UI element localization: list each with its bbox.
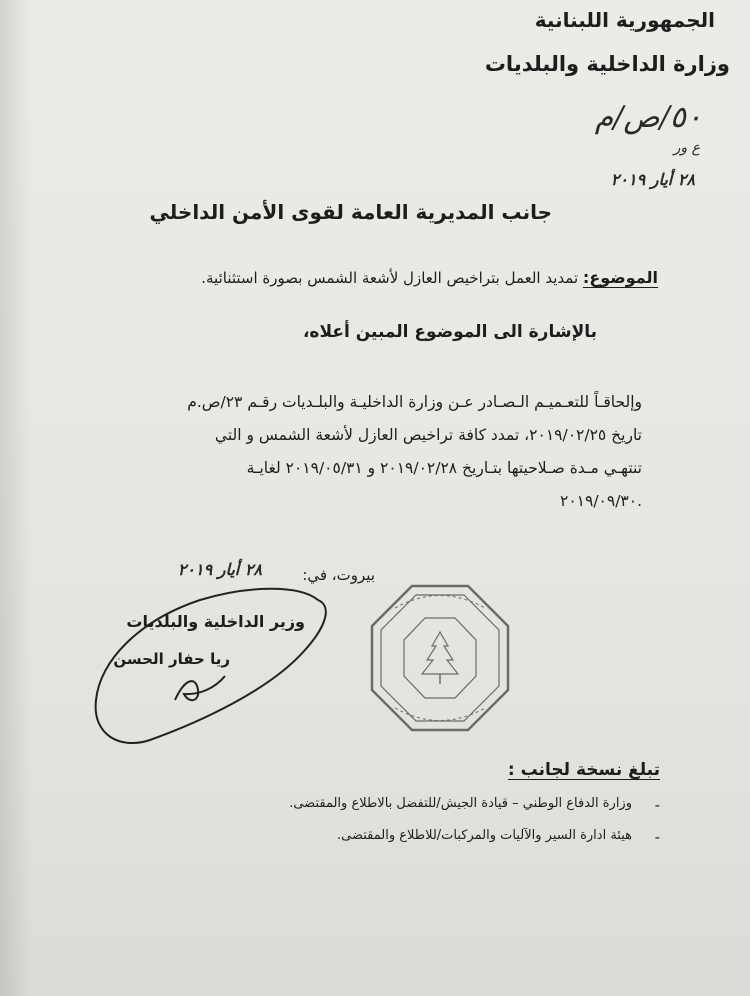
ministry-heading: وزارة الداخلية والبلديات — [484, 52, 730, 76]
cc-item-1: وزارة الدفاع الوطني – قيادة الجيش/للتفضل بالاطلاع والمقتضى. — [289, 796, 632, 811]
republic-heading: الجمهورية اللبنانية — [534, 8, 715, 32]
subject-text: تمديد العمل بتراخيص العازل لأشعة الشمس بصورة استثنائية. — [201, 269, 579, 287]
body-line-3: تنتهـي مـدة صـلاحيتها بتـاريخ ٢٠١٩/٠٢/٢٨ و ٢٠١٩/٠٥/٣١ لغايـة — [246, 459, 642, 477]
handwritten-date-top: ٢٨ أيار ٢٠١٩ — [610, 170, 695, 189]
cc-bullet-2: - — [654, 828, 660, 846]
subject-label: الموضوع: — [582, 268, 658, 287]
cc-bullet-1: - — [654, 796, 660, 814]
body-line-1: وإلحاقـاً للتعـميـم الـصـادر عـن وزارة الداخليـة والبلـديات رقـم ٢٣/ص.م — [187, 393, 642, 411]
place-date-label: بيروت، في: — [302, 566, 375, 584]
handwritten-date-bottom: ٢٨ أيار ٢٠١٩ — [177, 560, 262, 579]
cc-item-2: هيئة ادارة السير والآليات والمركبات/للاطلاع والمقتضى. — [336, 828, 632, 843]
handwritten-ref-note: ع ور — [673, 140, 700, 156]
reference-line: بالإشارة الى الموضوع المبين أعلاه، — [302, 322, 597, 342]
cc-label: تبلغ نسخة لجانب : — [507, 760, 660, 780]
handwritten-ref-number: ٥٠/ص/م — [594, 100, 702, 135]
minister-title: وزير الداخلية والبلديات — [126, 612, 305, 631]
minister-name: ريا حفار الحسن — [113, 650, 230, 668]
addressee: جانب المديرية العامة لقوى الأمن الداخلي — [149, 200, 552, 224]
body-line-2: تاريخ ٢٠١٩/٠٢/٢٥، تمدد كافة تراخيص العازل لأشعة الشمس و التي — [214, 426, 642, 444]
body-line-4: ٢٠١٩/٠٩/٣٠. — [560, 492, 642, 510]
